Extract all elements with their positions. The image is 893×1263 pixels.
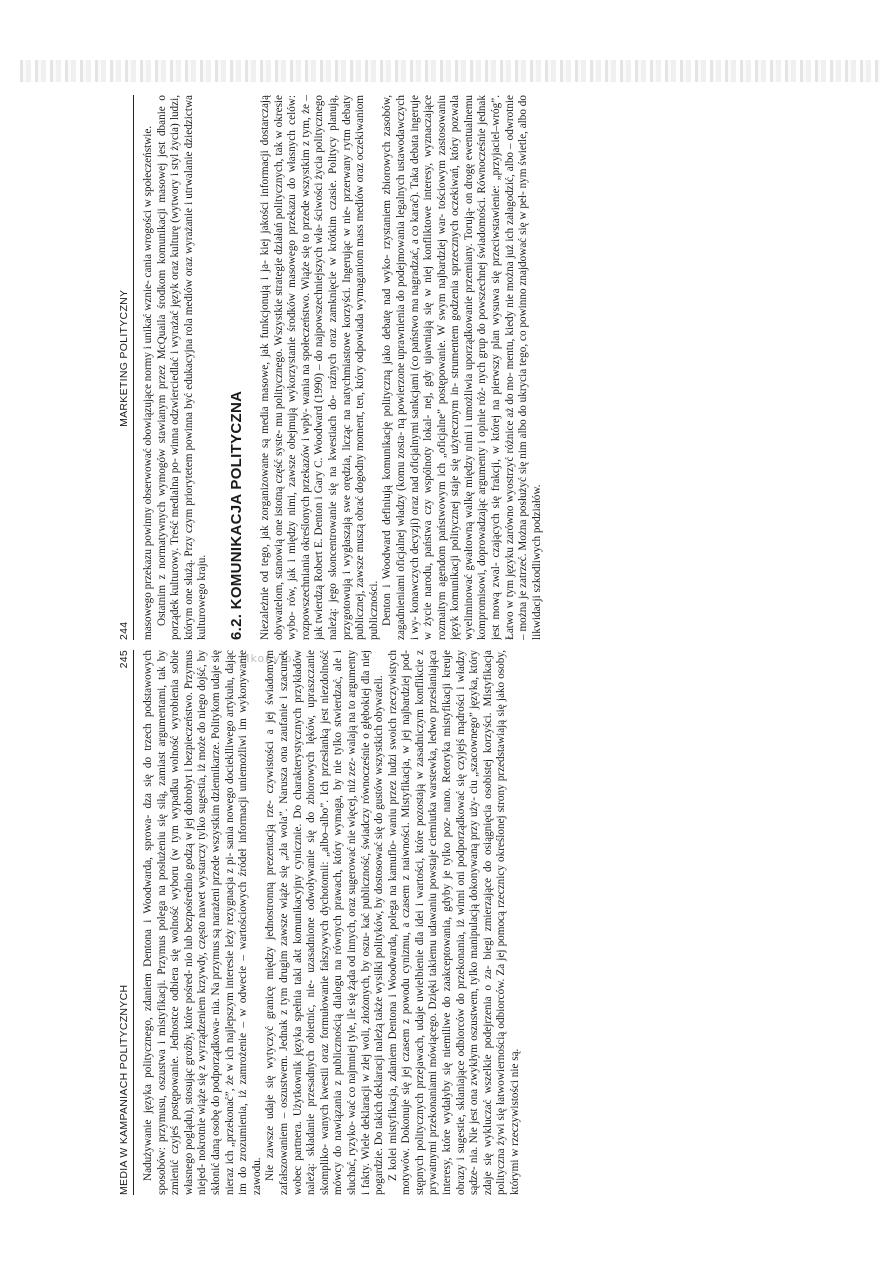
- section-heading: 6.2. KOMUNIKACJA POLITYCZNA: [227, 390, 245, 640]
- paragraph: Nie zawsze udaje się wytyczyć granicę między jednostronną prezentacją rze- czywistości a jej świadomym zafałszowaniem – oszustwem. Jednak z tym drugim zawsze wiąże się „zła wola”. Narusza ona zaufanie i szacunek wobec partnera. Użytkownik języka spełnia taki akt komunikacyjny cynicznie. Do charakterystycznych przykładów należą: składanie przesadnych obietnic, nie- uzasadnione odwoływanie się do zbiorowych lęków, upraszczanie skompliko- wanych kwestii oraz formułowanie fałszywych dychotomii: „albo–albo”. Ich przesłanką jest niezdolność mówcy do nawiązania z publicznością dialogu na równych prawach, który wymaga, by nie tylko stwierdzać, ale i słuchać, ryzyko- wać co najmniej tyle, ile się żąda od innych, oraz sugerować nie więcej, niż zez- walają na to argumenty i fakty. Wiele deklaracji w złej woli, złożonych, by oszu- kać publiczność, świadczy równocześnie o głębokiej dla niej pogardzie. Do takich deklaracji należą także wysiłki polityków, by dostosować się do gustów wszystkich obywateli.: [264, 650, 386, 1195]
- page-number: 244: [118, 621, 130, 640]
- page-244: [118, 95, 768, 640]
- paragraph: Nadużywanie języka politycznego, zdaniem Dentona i Woodwarda, sprowa- dza się do trzech podstawowych sposobów: przymusu, oszustwa i mistyfikacji. Przymus polega na posłużeniu się siłą, zamiast argumentami, tak by zmienić czyjeś postępowanie. Jednostce odbiera się wolność wyboru (w tym wypadku wolność wyrobienia sobie własnego poglądu), stosując groźby, które pośred- nio lub bezpośrednio godzą w jej dobrobyt i bezpieczeństwo. Przymus niejed- nokrotnie wiąże się z wyrządzeniem krzywdy, często nawet wystarczy tylko sugestia, iż może do niego dojść, by skłonić daną osobę do podporządkowa- nia. Na przymus są narażeni przede wszystkim dziennikarze. Politykom udaje się nieraz ich „przekonać”, że w ich najlepszym interesie leży rezygnacja z pi- sania nowego docieklliwego artykułu, dając im do zrozumienia, iż zamrożenie – w odwecie – wartościowych źródeł informacji uniemożliwi im wykonywanie zawodu.: [142, 650, 263, 1195]
- scan-artifact-top: [20, 60, 880, 82]
- running-header: [118, 95, 134, 640]
- running-head-title: MEDIA W KAMPANIACH POLITYCZNYCH: [118, 984, 130, 1195]
- paragraph: masowego przekazu powinny obserwować obowiązujące normy i unikać wznie- cania wrogości w społeczeństwie.: [142, 125, 154, 640]
- page-245: [118, 650, 783, 1195]
- paragraph: Ostatnim z normatywnych wymogów stawianym przez McQuaila środkom komunikacji masowej jest dbanie o porządek kulturowy. Treść medialna po- winna odzwierciedlać i wyrażać język oraz kulturę (wytwory i styl życia) ludzi, którym one służą. Przy czym priorytetem powinna być edukacyjna rola mediów oraz wyrażanie i utrwalanie dziedzictwa kulturowego kraju.: [155, 95, 209, 640]
- paragraph: Z kolei mistyfikacja, zdaniem Dentona i Woodwarda, polega na kamuflo- waniu przez ludzi swoich rzeczywistych motywów. Dokonuje się jej czasem z powodu cynizmu, a czasem z naiwności. Mistyfikacja, w jej najbardziej pod- stępnych politycznych przejawach, udaje uwielbienie dla idei i wartości, które pozostają w zasadniczym konflikcie z prywatnymi przekonaniami mówiącego. Dzięki takiemu udawaniu powstaje ciemiutka warstewka, ledwo przesłaniająca interesy, które wydałyby się niemiliwe do zaakceptowania, gdyby je tylko poz- nano. Retoryka mistyfikacji kreuje obrazy i sugestie, skłaniające odbiorców do przekonania, iż winni oni podporządkować się czyjejś mądrości i władzy sądze- nia. Nie jest ona zwykłym oszustwem, tylko manipulacją dokonywaną przy uży- ciu „szacownego” języka, który zdaje się wykluczać wszelkie podejrzenia o za- biegi zmierzające do osiągnięcia osobistej korzyści. Mistyfikacja polityczna żywi się łatwowiernością odbiorców. Za jej pomocą rzecznicy określonej strony przedstawiają się jako osoby, którymi w rzeczywistości nie są.: [386, 650, 522, 1195]
- page-number: 245: [118, 650, 130, 669]
- paragraph: Niezależnie od tego, jak zorganizowane są media masowe, jak funkcjonują i ja- kiej jakości informacji dostarczają obywatelom, stanowią one istotną część syste- mu politycznego. Wszystkie strategie działań politycznych, tak w okresie wybo- rów, jak i między nimi, zawsze obejmują wykorzystanie środków masowego przekazu do własnych celów: rozpowszechniania określonych przekazów i wpły- wania na społeczeństwo. Wiąże się to przede wszystkim z tym, że – jak twierdzą Robert E. Denton i Gary C. Woodward (1990) – do najpowszechniejszych wła- ściwości życia politycznego należą: jego skoncentrowanie się na kwestiach do- raźnych oraz zamknięcie w krótkim czasie. Politycy planują, przygotowują i wygłaszają swe orędzia, licząc na natychmiastowe korzyści. Ingerując w nie- przerwany rytm debaty publicznej, zawsze muszą obrać dogodny moment, ten, który odpowiada wymaganiom mass mediów oraz oczekiwaniom publiczności.: [258, 95, 380, 640]
- running-header: [118, 650, 134, 1195]
- paragraph: Denton i Woodward definiują komunikację polityczną jako debatę nad wyko- rzystaniem zbiorowych zasobów, zagadnieniami oficjalnej władzy (komu zosta- ną powierzone uprawnienia do podejmowania legalnych ustawodawczych i wy- konawczych decyzji) oraz nad oficjalnymi sankcjami (co państwo ma nagradzać, a co karać). Taka debata ingeruje w życie narodu, państwa czy wspólnoty lokal- nej, gdy ujawniają się w niej konfliktowe interesy, wyznaczające rozmaitym agendom państwowym ich „oficjalne” postępowanie. W swym najbardziej war- tościowym zastosowaniu język komunikacji politycznej staje się użytecznym in- strumentem godzenia sprzecznych oczekiwań, który pozwala wyeliminować gwałtowną walkę między nimi i umożliwia uporządkowanie przemiany. Torują- on drogę ewentualnemu kompromisowi, doprowadzając argumenty i opinie róż- nych grup do powszechnej świadomości. Równocześnie jednak jest mową zwal- czających się frakcji, w której na pierwszy plan wysuwa się przeciwstawienie: „przyjaciel–wróg”. Łatwo w tym języku zarówno wyostrzyć różnice aż do mo- mentu, kiedy nie można już ich załagodzić, albo – odwrotnie – można je zatrzeć. Można posłużyć się nim albo do ukrycia tego, co powinno znajdować się w peł- nym świetle, albo do likwidacji szkodliwych podziałów.: [381, 95, 543, 640]
- faint-stamp: Mkonylo: [240, 652, 293, 665]
- running-head-title: MARKETING POLITYCZNY: [118, 289, 130, 427]
